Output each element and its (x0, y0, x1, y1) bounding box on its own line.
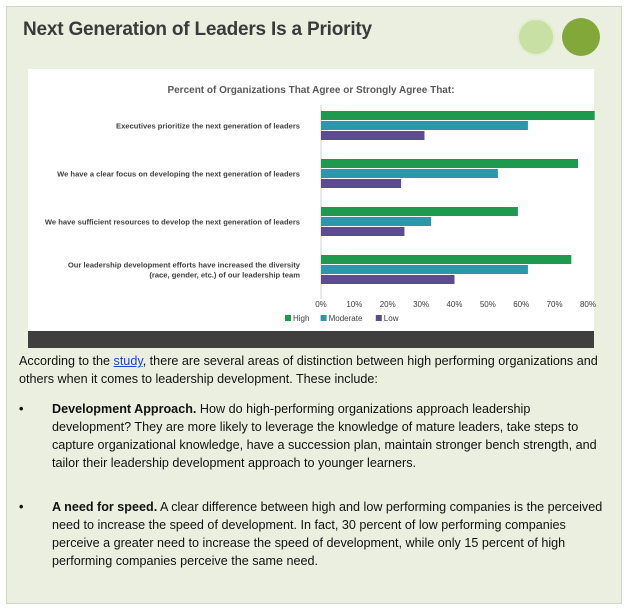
bar-high (321, 159, 578, 168)
x-tick-label: 20% (379, 300, 396, 309)
x-tick-label: 30% (413, 300, 430, 309)
x-tick-label: 70% (546, 300, 563, 309)
intro-text-end: , there are several areas of distinction between high performing organizations and others when it comes to leadership development. These include: (19, 354, 598, 386)
legend-swatch-low (376, 315, 382, 321)
bar-high (321, 111, 595, 120)
bullet-lead: A need for speed. (52, 500, 158, 514)
intro-text-start: According to the (19, 354, 114, 368)
legend-label-high: High (293, 314, 310, 323)
bullet-text (52, 498, 612, 570)
x-tick-label: 80% (579, 300, 597, 309)
bar-moderate (321, 121, 528, 130)
bar-high (321, 255, 571, 264)
bar-high (321, 207, 518, 216)
category-label: We have sufficient resources to develop the next generation of leaders (44, 217, 300, 227)
study-link[interactable]: study (113, 354, 143, 368)
x-tick-label: 0% (315, 300, 327, 309)
bullet-lead: Development Approach. (52, 402, 197, 416)
bullet-text (52, 400, 612, 472)
category-label: (race, gender, etc.) of our leadership team (149, 270, 300, 280)
category-label: Executives prioritize the next generation of leaders (116, 121, 300, 131)
legend-label-moderate: Moderate (328, 314, 363, 323)
bar-moderate (321, 217, 431, 226)
bar-low (321, 131, 424, 140)
slide-panel (6, 6, 622, 604)
bar-chart (28, 69, 597, 331)
bullet-icon: • (19, 402, 24, 416)
intro-paragraph (19, 352, 619, 388)
bar-moderate (321, 265, 528, 274)
bullet-icon: • (19, 500, 24, 514)
decorative-circle-dark (562, 18, 600, 56)
bullet-body: A clear difference between high and low performing companies is the perceived need to increase the speed of development. In fact, 30 percent of low performing companies perceive a greater need to increase the speed of development, while only 15 percent of high performing companies perceive the same need. (52, 500, 603, 568)
bar-low (321, 275, 455, 284)
bar-low (321, 179, 401, 188)
x-tick-label: 40% (446, 300, 463, 309)
bar-moderate (321, 169, 498, 178)
bullet-body: How do high-performing organizations approach leadership development? They are more likely to leverage the knowledge of mature leaders, take steps to capture organizational knowledge, have a succession plan, maintain stronger bench strength, and tailor their leadership development approach to younger learners. (52, 402, 597, 470)
x-tick-label: 10% (346, 300, 363, 309)
bar-low (321, 227, 404, 236)
category-label: Our leadership development efforts have increased the diversity (67, 260, 300, 270)
legend-label-low: Low (383, 314, 399, 323)
legend-swatch-high (285, 315, 291, 321)
decorative-circle-light (517, 18, 555, 56)
x-tick-label: 50% (479, 300, 496, 309)
slide-title: Next Generation of Leaders Is a Priority (23, 19, 372, 40)
legend-swatch-moderate (321, 315, 327, 321)
chart-footer-bar (28, 331, 594, 348)
category-label: We have a clear focus on developing the next generation of leaders (57, 169, 300, 179)
x-tick-label: 60% (513, 300, 530, 309)
chart-area (28, 69, 597, 331)
chart-title: Percent of Organizations That Agree or Strongly Agree That: (167, 85, 455, 96)
